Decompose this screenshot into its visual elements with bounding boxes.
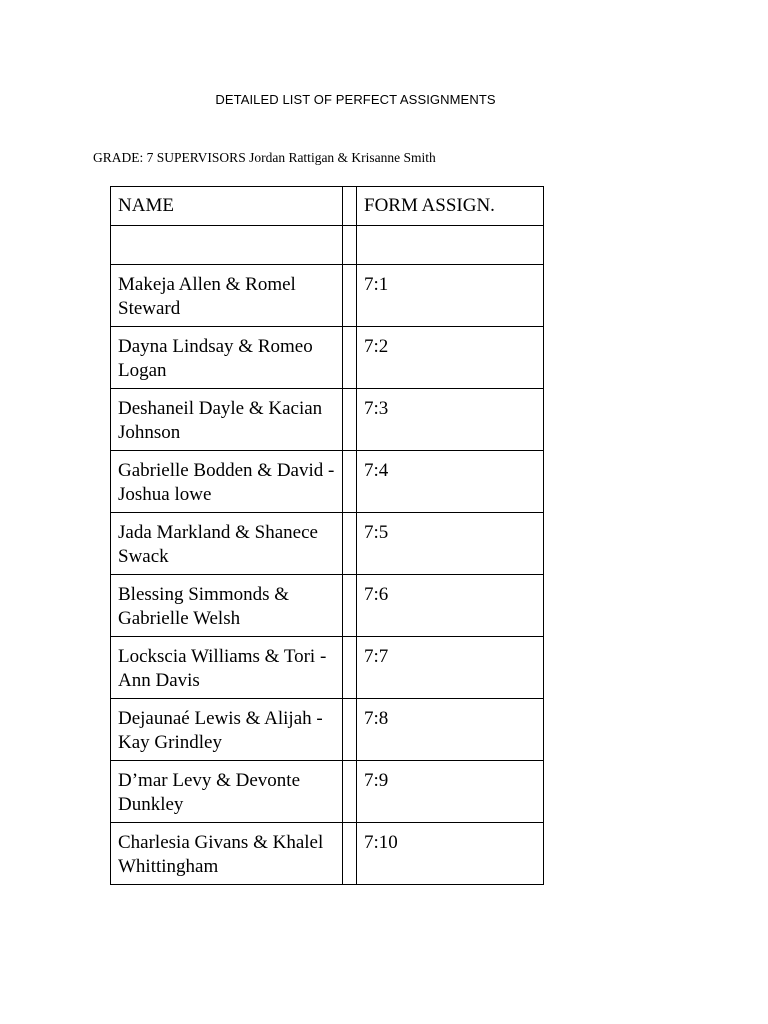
row-form: 7:8 xyxy=(357,699,544,761)
row-name: Jada Markland & Shanece Swack xyxy=(111,513,343,575)
row-spacer-cell xyxy=(343,637,357,699)
row-name: D’mar Levy & Devonte Dunkley xyxy=(111,761,343,823)
row-name: Charlesia Givans & Khalel Whittingham xyxy=(111,823,343,885)
table-row xyxy=(111,327,544,389)
row-spacer-cell xyxy=(343,265,357,327)
row-spacer-cell xyxy=(343,451,357,513)
table-row xyxy=(111,451,544,513)
row-form: 7:10 xyxy=(357,823,544,885)
row-name: Deshaneil Dayle & Kacian Johnson xyxy=(111,389,343,451)
table-row xyxy=(111,265,544,327)
row-form: 7:5 xyxy=(357,513,544,575)
blank-name-cell xyxy=(111,226,343,265)
header-form-assign: FORM ASSIGN. xyxy=(357,187,544,226)
row-form: 7:6 xyxy=(357,575,544,637)
table-blank-row xyxy=(111,226,544,265)
row-spacer-cell xyxy=(343,699,357,761)
document-title: DETAILED LIST OF PERFECT ASSIGNMENTS xyxy=(215,92,496,107)
row-name: Makeja Allen & Romel Steward xyxy=(111,265,343,327)
blank-form-cell xyxy=(357,226,544,265)
row-spacer-cell xyxy=(343,327,357,389)
table-row xyxy=(111,699,544,761)
grade-supervisors-line: GRADE: 7 SUPERVISORS Jordan Rattigan & Krisanne Smith xyxy=(93,150,436,165)
row-spacer-cell xyxy=(343,823,357,885)
row-name: Dejaunaé Lewis & Alijah -Kay Grindley xyxy=(111,699,343,761)
row-spacer-cell xyxy=(343,575,357,637)
table-row xyxy=(111,575,544,637)
assignments-table xyxy=(110,186,544,885)
table-row xyxy=(111,823,544,885)
table-row xyxy=(111,513,544,575)
blank-spacer-cell xyxy=(343,226,357,265)
row-form: 7:3 xyxy=(357,389,544,451)
header-spacer-cell xyxy=(343,187,357,226)
table-header-row xyxy=(111,187,544,226)
row-name: Lockscia Williams & Tori -Ann Davis xyxy=(111,637,343,699)
header-name: NAME xyxy=(111,187,343,226)
row-form: 7:9 xyxy=(357,761,544,823)
row-form: 7:4 xyxy=(357,451,544,513)
row-spacer-cell xyxy=(343,513,357,575)
row-spacer-cell xyxy=(343,761,357,823)
row-name: Gabrielle Bodden & David -Joshua lowe xyxy=(111,451,343,513)
table-row xyxy=(111,637,544,699)
row-form: 7:2 xyxy=(357,327,544,389)
row-name: Blessing Simmonds & Gabrielle Welsh xyxy=(111,575,343,637)
table-row xyxy=(111,389,544,451)
table-row xyxy=(111,761,544,823)
row-form: 7:7 xyxy=(357,637,544,699)
row-spacer-cell xyxy=(343,389,357,451)
row-name: Dayna Lindsay & Romeo Logan xyxy=(111,327,343,389)
row-form: 7:1 xyxy=(357,265,544,327)
